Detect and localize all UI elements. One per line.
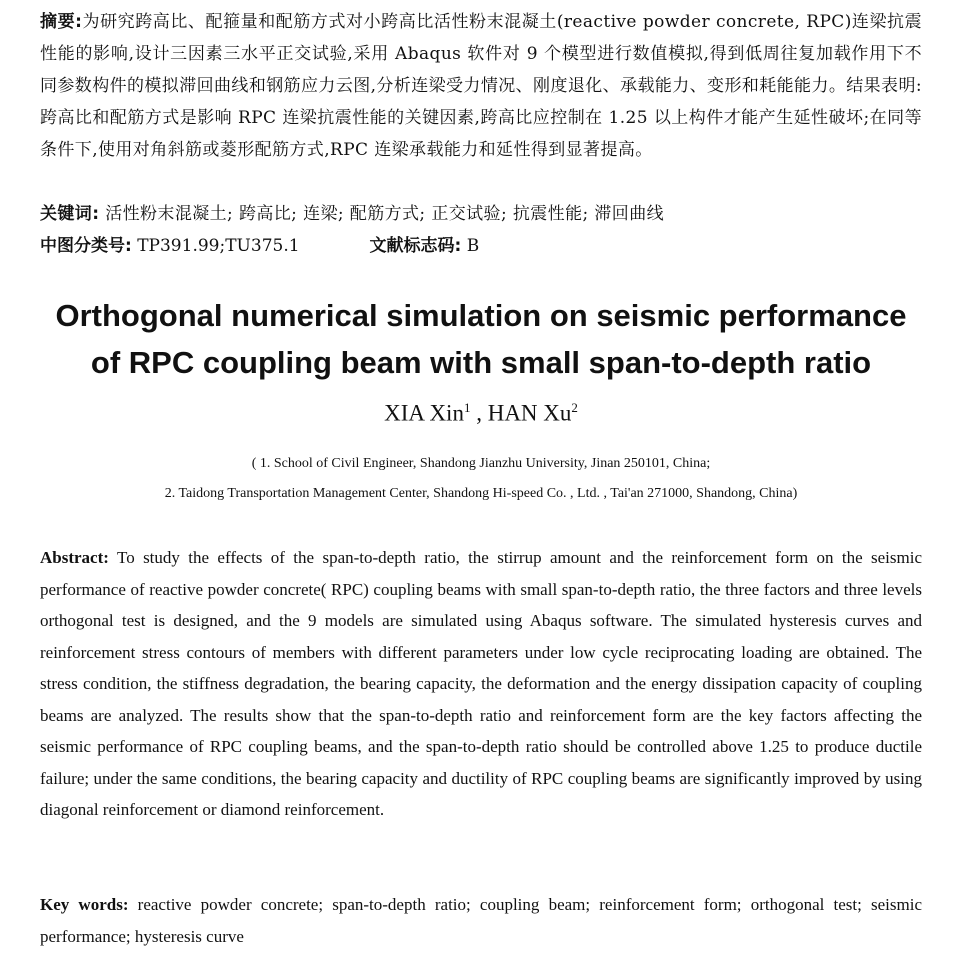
english-title-line-1: Orthogonal numerical simulation on seismic performance <box>55 298 907 333</box>
english-title-line-2: of RPC coupling beam with small span-to-depth ratio <box>90 345 872 380</box>
chinese-abstract <box>40 6 922 166</box>
english-keywords-text: reactive powder concrete; span-to-depth ratio; coupling beam; reinforcement form; orthogonal test; seismic performance; hysteresis curve <box>40 895 923 946</box>
affiliation-2: 2. Taidong Transportation Management Center, Shandong Hi-speed Co. , Ltd. , Tai'an 271000, Shandong, China) <box>164 486 798 501</box>
chinese-abstract-label: 摘要: <box>40 12 83 32</box>
author-1-affiliation-mark: 1 <box>463 400 471 415</box>
chinese-keywords-text: 活性粉末混凝土; 跨高比; 连梁; 配筋方式; 正交试验; 抗震性能; 滞回曲线 <box>105 204 665 224</box>
chinese-keywords <box>40 198 922 230</box>
english-keywords-label: Key words: <box>40 895 129 914</box>
author-2-affiliation-mark: 2 <box>571 400 578 415</box>
english-abstract-text: To study the effects of the span-to-depth ratio, the stirrup amount and the reinforcement form on the seismic performance of reactive powder concrete( RPC) coupling beams with small span-to-depth ratio, the three factors and three levels orthogonal test is designed, and the 9 models are simulated using Abaqus software. The simulated hysteresis curves and reinforcement stress contours of members with different parameters under low cycle reciprocating loading are obtained. The stress condition, the stiffness degradation, the bearing capacity, the deformation and the energy dissipation capacity of coupling beams are analyzed. The results show that the span-to-depth ratio and reinforcement form are the key factors affecting the seismic performance of RPC coupling beams, and the span-to-depth ratio should be controlled above 1.25 to produce ductile failure; under the same conditions, the bearing capacity and ductility of RPC coupling beams are significantly improved by using diagonal reinforcement or diamond reinforcement. <box>40 548 923 819</box>
author-2: HAN Xu <box>487 400 572 426</box>
affiliation-1: ( 1. School of Civil Engineer, Shandong Jianzhu University, Jinan 250101, China; <box>251 456 711 471</box>
classification-value: TP391.99;TU375.1 <box>137 236 300 256</box>
english-keywords <box>40 889 922 952</box>
english-abstract <box>40 542 922 826</box>
chinese-keywords-label: 关键词: <box>40 204 100 224</box>
english-abstract-label: Abstract: <box>40 548 109 567</box>
chinese-abstract-text: 为研究跨高比、配箍量和配筋方式对小跨高比活性粉末混凝土(reactive powder concrete, RPC)连梁抗震性能的影响,设计三因素三水平正交试验,采用 Abaqus 软件对 9 个模型进行数值模拟,得到低周往复加载作用下不同参数构件的模拟滞回曲线和钢筋应力云图,分析连梁受力情况、刚度退化、承载能力、变形和耗能能力。结果表明:跨高比和配筋方式是影响 RPC 连梁抗震性能的关键因素,跨高比应控制在 1.25 以上构件才能产生延性破坏;在同等条件下,使用对角斜筋或菱形配筋方式,RPC 连梁承载能力和延性得到显著提高。 <box>40 12 922 160</box>
document-code-value: B <box>466 236 480 256</box>
classification-label: 中图分类号: <box>40 236 132 256</box>
authors <box>0 400 962 427</box>
author-1: XIA Xin <box>384 400 464 426</box>
document-code-label: 文献标志码: <box>369 236 462 256</box>
author-separator: , <box>470 400 488 426</box>
classification-line <box>40 230 922 262</box>
english-title <box>0 292 962 386</box>
